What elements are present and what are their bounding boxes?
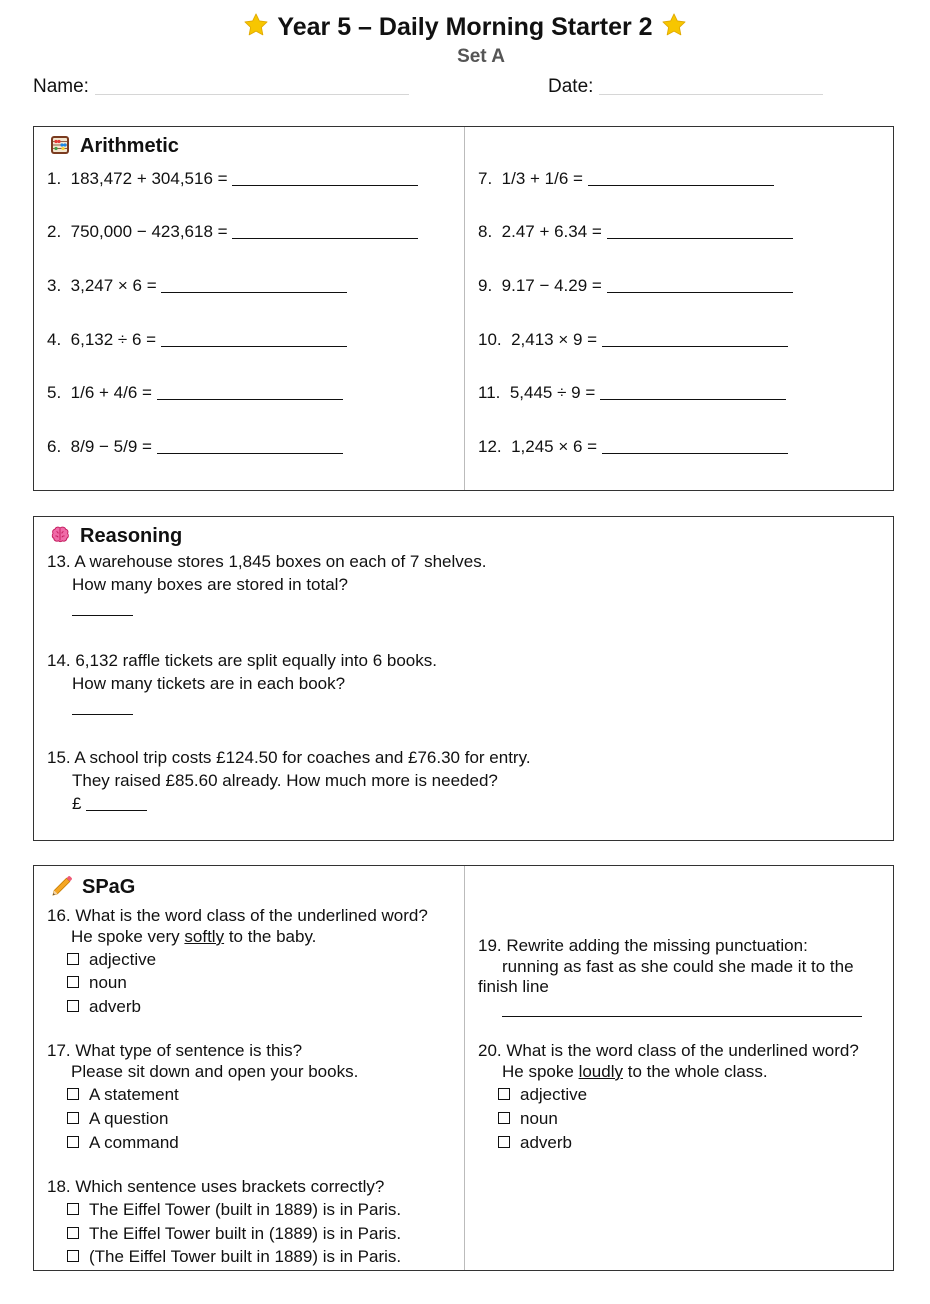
- checkbox[interactable]: [67, 976, 79, 988]
- answer-19: [502, 1000, 862, 1020]
- option[interactable]: noun: [498, 1109, 558, 1129]
- question-11: 11. 5,445 ÷ 9 =: [478, 383, 786, 403]
- question-3: 3. 3,247 × 6 =: [47, 276, 347, 296]
- option[interactable]: (The Eiffel Tower built in 1889) is in Paris.: [67, 1247, 401, 1267]
- checkbox[interactable]: [67, 1203, 79, 1215]
- column-divider: [464, 866, 465, 1270]
- answer-line[interactable]: [161, 331, 347, 347]
- answer-line[interactable]: [232, 170, 418, 186]
- answer-line[interactable]: [502, 1001, 862, 1017]
- answer-line[interactable]: [232, 223, 418, 239]
- date-input-line[interactable]: [599, 76, 823, 95]
- checkbox[interactable]: [498, 1088, 510, 1100]
- question-1: 1. 183,472 + 304,516 =: [47, 169, 418, 189]
- question-5: 5. 1/6 + 4/6 =: [47, 383, 343, 403]
- option[interactable]: adverb: [67, 997, 141, 1017]
- answer-line[interactable]: [157, 438, 343, 454]
- question-20-sentence: He spoke loudly to the whole class.: [502, 1062, 768, 1081]
- checkbox[interactable]: [67, 1227, 79, 1239]
- question-20: 20. What is the word class of the underlined word?: [478, 1041, 859, 1060]
- arithmetic-section: [33, 126, 894, 491]
- checkbox[interactable]: [498, 1112, 510, 1124]
- answer-line[interactable]: [161, 277, 347, 293]
- abacus-icon: [50, 135, 70, 155]
- question-10: 10. 2,413 × 9 =: [478, 330, 788, 350]
- spag-section: [33, 865, 894, 1271]
- option[interactable]: The Eiffel Tower built in (1889) is in Paris.: [67, 1224, 401, 1244]
- underlined-word: softly: [184, 927, 225, 946]
- question-2: 2. 750,000 − 423,618 =: [47, 222, 418, 242]
- name-input-line[interactable]: [95, 76, 409, 95]
- spag-title-text: SPaG: [82, 876, 136, 898]
- answer-15: [72, 794, 147, 814]
- name-field: [33, 76, 409, 98]
- question-17-sentence: Please sit down and open your books.: [71, 1062, 359, 1081]
- option[interactable]: A question: [67, 1109, 168, 1129]
- question-13: 13. A warehouse stores 1,845 boxes on each of 7 shelves.: [47, 552, 487, 571]
- reasoning-title-text: Reasoning: [80, 525, 183, 547]
- answer-line[interactable]: [157, 384, 343, 400]
- option[interactable]: adjective: [498, 1085, 587, 1105]
- title-text: Year 5 – Daily Morning Starter 2: [277, 13, 653, 41]
- answer-line[interactable]: [72, 600, 133, 616]
- question-16-sentence: He spoke very softly to the baby.: [71, 927, 317, 946]
- question-19-line2: finish line: [478, 977, 549, 996]
- question-15-line2: They raised £85.60 already. How much more is needed?: [72, 771, 498, 790]
- question-9: 9. 9.17 − 4.29 =: [478, 276, 793, 296]
- arithmetic-title-text: Arithmetic: [80, 135, 179, 157]
- page-subtitle: Set A: [457, 46, 505, 67]
- question-7: 7. 1/3 + 1/6 =: [478, 169, 774, 189]
- answer-line[interactable]: [86, 795, 147, 811]
- question-12: 12. 1,245 × 6 =: [478, 437, 788, 457]
- question-14: 14. 6,132 raffle tickets are split equally into 6 books.: [47, 651, 437, 670]
- star-icon: [661, 12, 687, 38]
- brain-icon: [50, 525, 70, 545]
- currency-symbol: £: [72, 794, 82, 813]
- question-8: 8. 2.47 + 6.34 =: [478, 222, 793, 242]
- spag-title: [50, 874, 135, 899]
- question-17: 17. What type of sentence is this?: [47, 1041, 303, 1060]
- option[interactable]: noun: [67, 973, 127, 993]
- answer-line[interactable]: [607, 277, 793, 293]
- reasoning-section: [33, 516, 894, 841]
- question-19-line1: running as fast as she could she made it to the: [502, 957, 854, 976]
- option[interactable]: A command: [67, 1133, 179, 1153]
- column-divider: [464, 127, 465, 490]
- answer-14: [72, 698, 133, 718]
- checkbox[interactable]: [498, 1136, 510, 1148]
- question-6: 6. 8/9 − 5/9 =: [47, 437, 343, 457]
- question-19: 19. Rewrite adding the missing punctuation:: [478, 936, 808, 955]
- answer-line[interactable]: [72, 699, 133, 715]
- date-label: Date:: [548, 76, 594, 97]
- star-icon: [243, 12, 269, 38]
- answer-line[interactable]: [588, 170, 774, 186]
- question-4: 4. 6,132 ÷ 6 =: [47, 330, 347, 350]
- answer-13: [72, 599, 133, 619]
- question-15: 15. A school trip costs £124.50 for coaches and £76.30 for entry.: [47, 748, 531, 767]
- checkbox[interactable]: [67, 1136, 79, 1148]
- option[interactable]: The Eiffel Tower (built in 1889) is in Paris.: [67, 1200, 401, 1220]
- checkbox[interactable]: [67, 953, 79, 965]
- answer-line[interactable]: [602, 438, 788, 454]
- checkbox[interactable]: [67, 1112, 79, 1124]
- date-field: [548, 76, 823, 98]
- answer-line[interactable]: [602, 331, 788, 347]
- question-14-line2: How many tickets are in each book?: [72, 674, 346, 693]
- underlined-word: loudly: [578, 1062, 623, 1081]
- option[interactable]: A statement: [67, 1085, 179, 1105]
- answer-line[interactable]: [600, 384, 786, 400]
- arithmetic-title: [50, 135, 179, 158]
- checkbox[interactable]: [67, 1088, 79, 1100]
- answer-line[interactable]: [607, 223, 793, 239]
- reasoning-title: [50, 525, 182, 548]
- name-label: Name:: [33, 76, 89, 97]
- option[interactable]: adjective: [67, 950, 156, 970]
- checkbox[interactable]: [67, 1250, 79, 1262]
- pencil-icon: [50, 874, 74, 898]
- question-16: 16. What is the word class of the underlined word?: [47, 906, 428, 925]
- page-title: [0, 12, 930, 42]
- question-13-line2: How many boxes are stored in total?: [72, 575, 348, 594]
- checkbox[interactable]: [67, 1000, 79, 1012]
- question-18: 18. Which sentence uses brackets correctly?: [47, 1177, 385, 1196]
- option[interactable]: adverb: [498, 1133, 572, 1153]
